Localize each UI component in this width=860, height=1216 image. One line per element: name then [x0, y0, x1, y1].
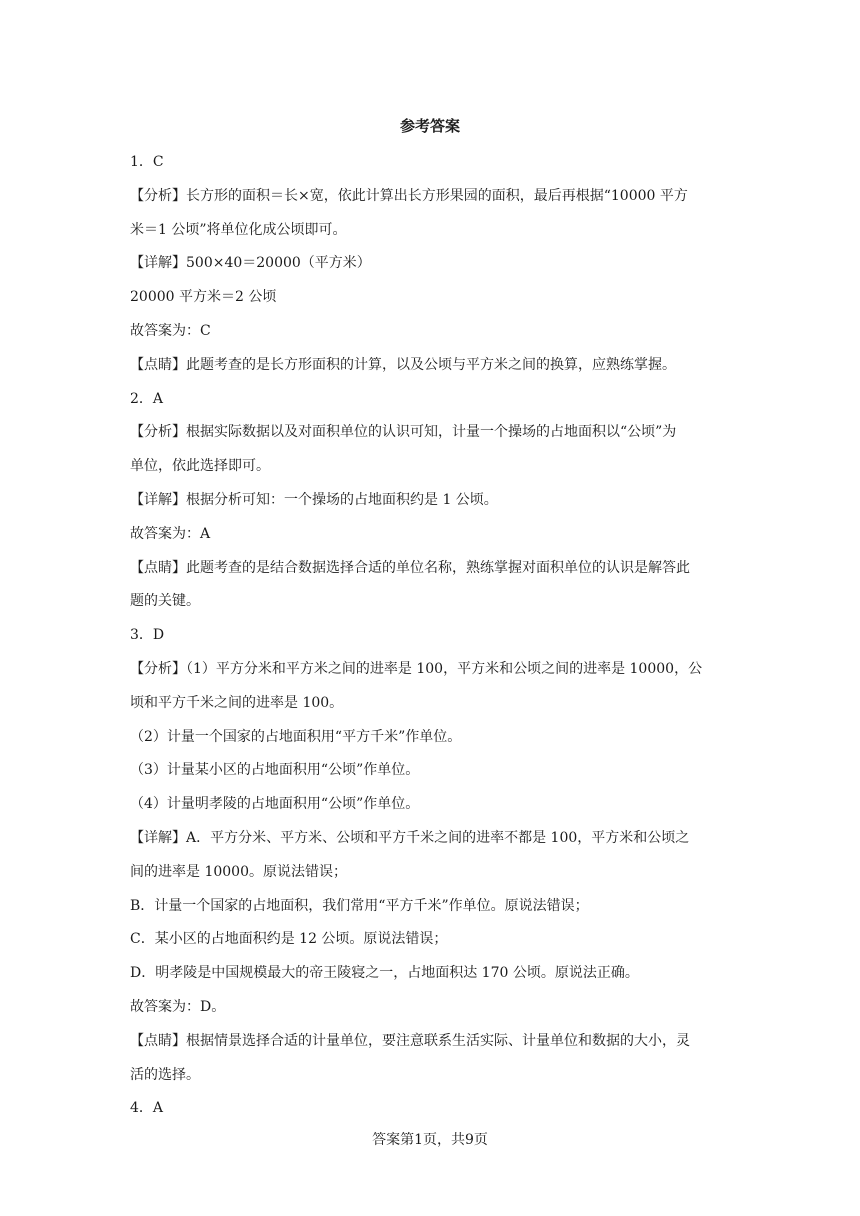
text-line: 题的关键。 [130, 593, 200, 610]
text-line: C．某小区的占地面积约是 12 公顷。原说法错误； [130, 931, 448, 948]
text-line: 【分析】（1）平方分米和平方米之间的进率是 100，平方米和公顷之间的进率是 10000，公 [130, 660, 703, 677]
text-line: 【分析】根据实际数据以及对面积单位的认识可知，计量一个操场的占地面积以“公顷”为 [130, 424, 677, 441]
text-line: 2．A [130, 390, 164, 407]
text-line: 米＝1 公顷”将单位化成公顷即可。 [130, 221, 347, 238]
page-footer: 答案第1页，共9页 [372, 1132, 488, 1148]
text-line: 故答案为：C [130, 322, 211, 339]
text-line: 顷和平方千米之间的进率是 100。 [130, 694, 344, 711]
text-line: 3．D [130, 627, 165, 644]
text-line: 【分析】长方形的面积＝长×宽，依此计算出长方形果园的面积，最后再根据“10000 平方 [130, 187, 688, 204]
text-line: 1．C [130, 154, 164, 170]
text-line: 活的选择。 [130, 1066, 200, 1083]
text-line: 故答案为：D。 [130, 998, 226, 1015]
text-line: 【详解】500×40＝20000（平方米） [130, 255, 371, 272]
text-line: 4．A [130, 1100, 164, 1117]
text-line: 单位，依此选择即可。 [130, 458, 270, 475]
text-line: （4）计量明孝陵的占地面积用“公顷”作单位。 [130, 796, 420, 813]
text-line: B．计量一个国家的占地面积，我们常用“平方千米”作单位。原说法错误； [130, 897, 589, 914]
text-line: 【点睛】此题考查的是长方形面积的计算，以及公顷与平方米之间的换算，应熟练掌握。 [130, 356, 676, 373]
text-line: 故答案为：A [130, 525, 211, 542]
text-line: 【点睛】此题考查的是结合数据选择合适的单位名称，熟练掌握对面积单位的认识是解答此 [130, 559, 690, 576]
text-line: 20000 平方米＝2 公顷 [130, 289, 277, 306]
text-line: 【点睛】根据情景选择合适的计量单位，要注意联系生活实际、计量单位和数据的大小，灵 [130, 1032, 690, 1049]
answer-body [130, 146, 735, 1126]
page-title: 参考答案 [399, 117, 460, 135]
text-line: 【详解】根据分析可知：一个操场的占地面积约是 1 公顷。 [130, 491, 498, 508]
text-line: （3）计量某小区的占地面积用“公顷”作单位。 [130, 762, 420, 779]
text-line: D．明孝陵是中国规模最大的帝王陵寝之一，占地面积达 170 公顷。原说法正确。 [130, 965, 639, 982]
text-line: 【详解】A．平方分米、平方米、公顷和平方千米之间的进率不都是 100，平方米和公顷之 [130, 829, 690, 846]
text-line: 间的进率是 10000。原说法错误； [130, 863, 347, 880]
text-line: （2）计量一个国家的占地面积用“平方千米”作单位。 [130, 728, 462, 745]
